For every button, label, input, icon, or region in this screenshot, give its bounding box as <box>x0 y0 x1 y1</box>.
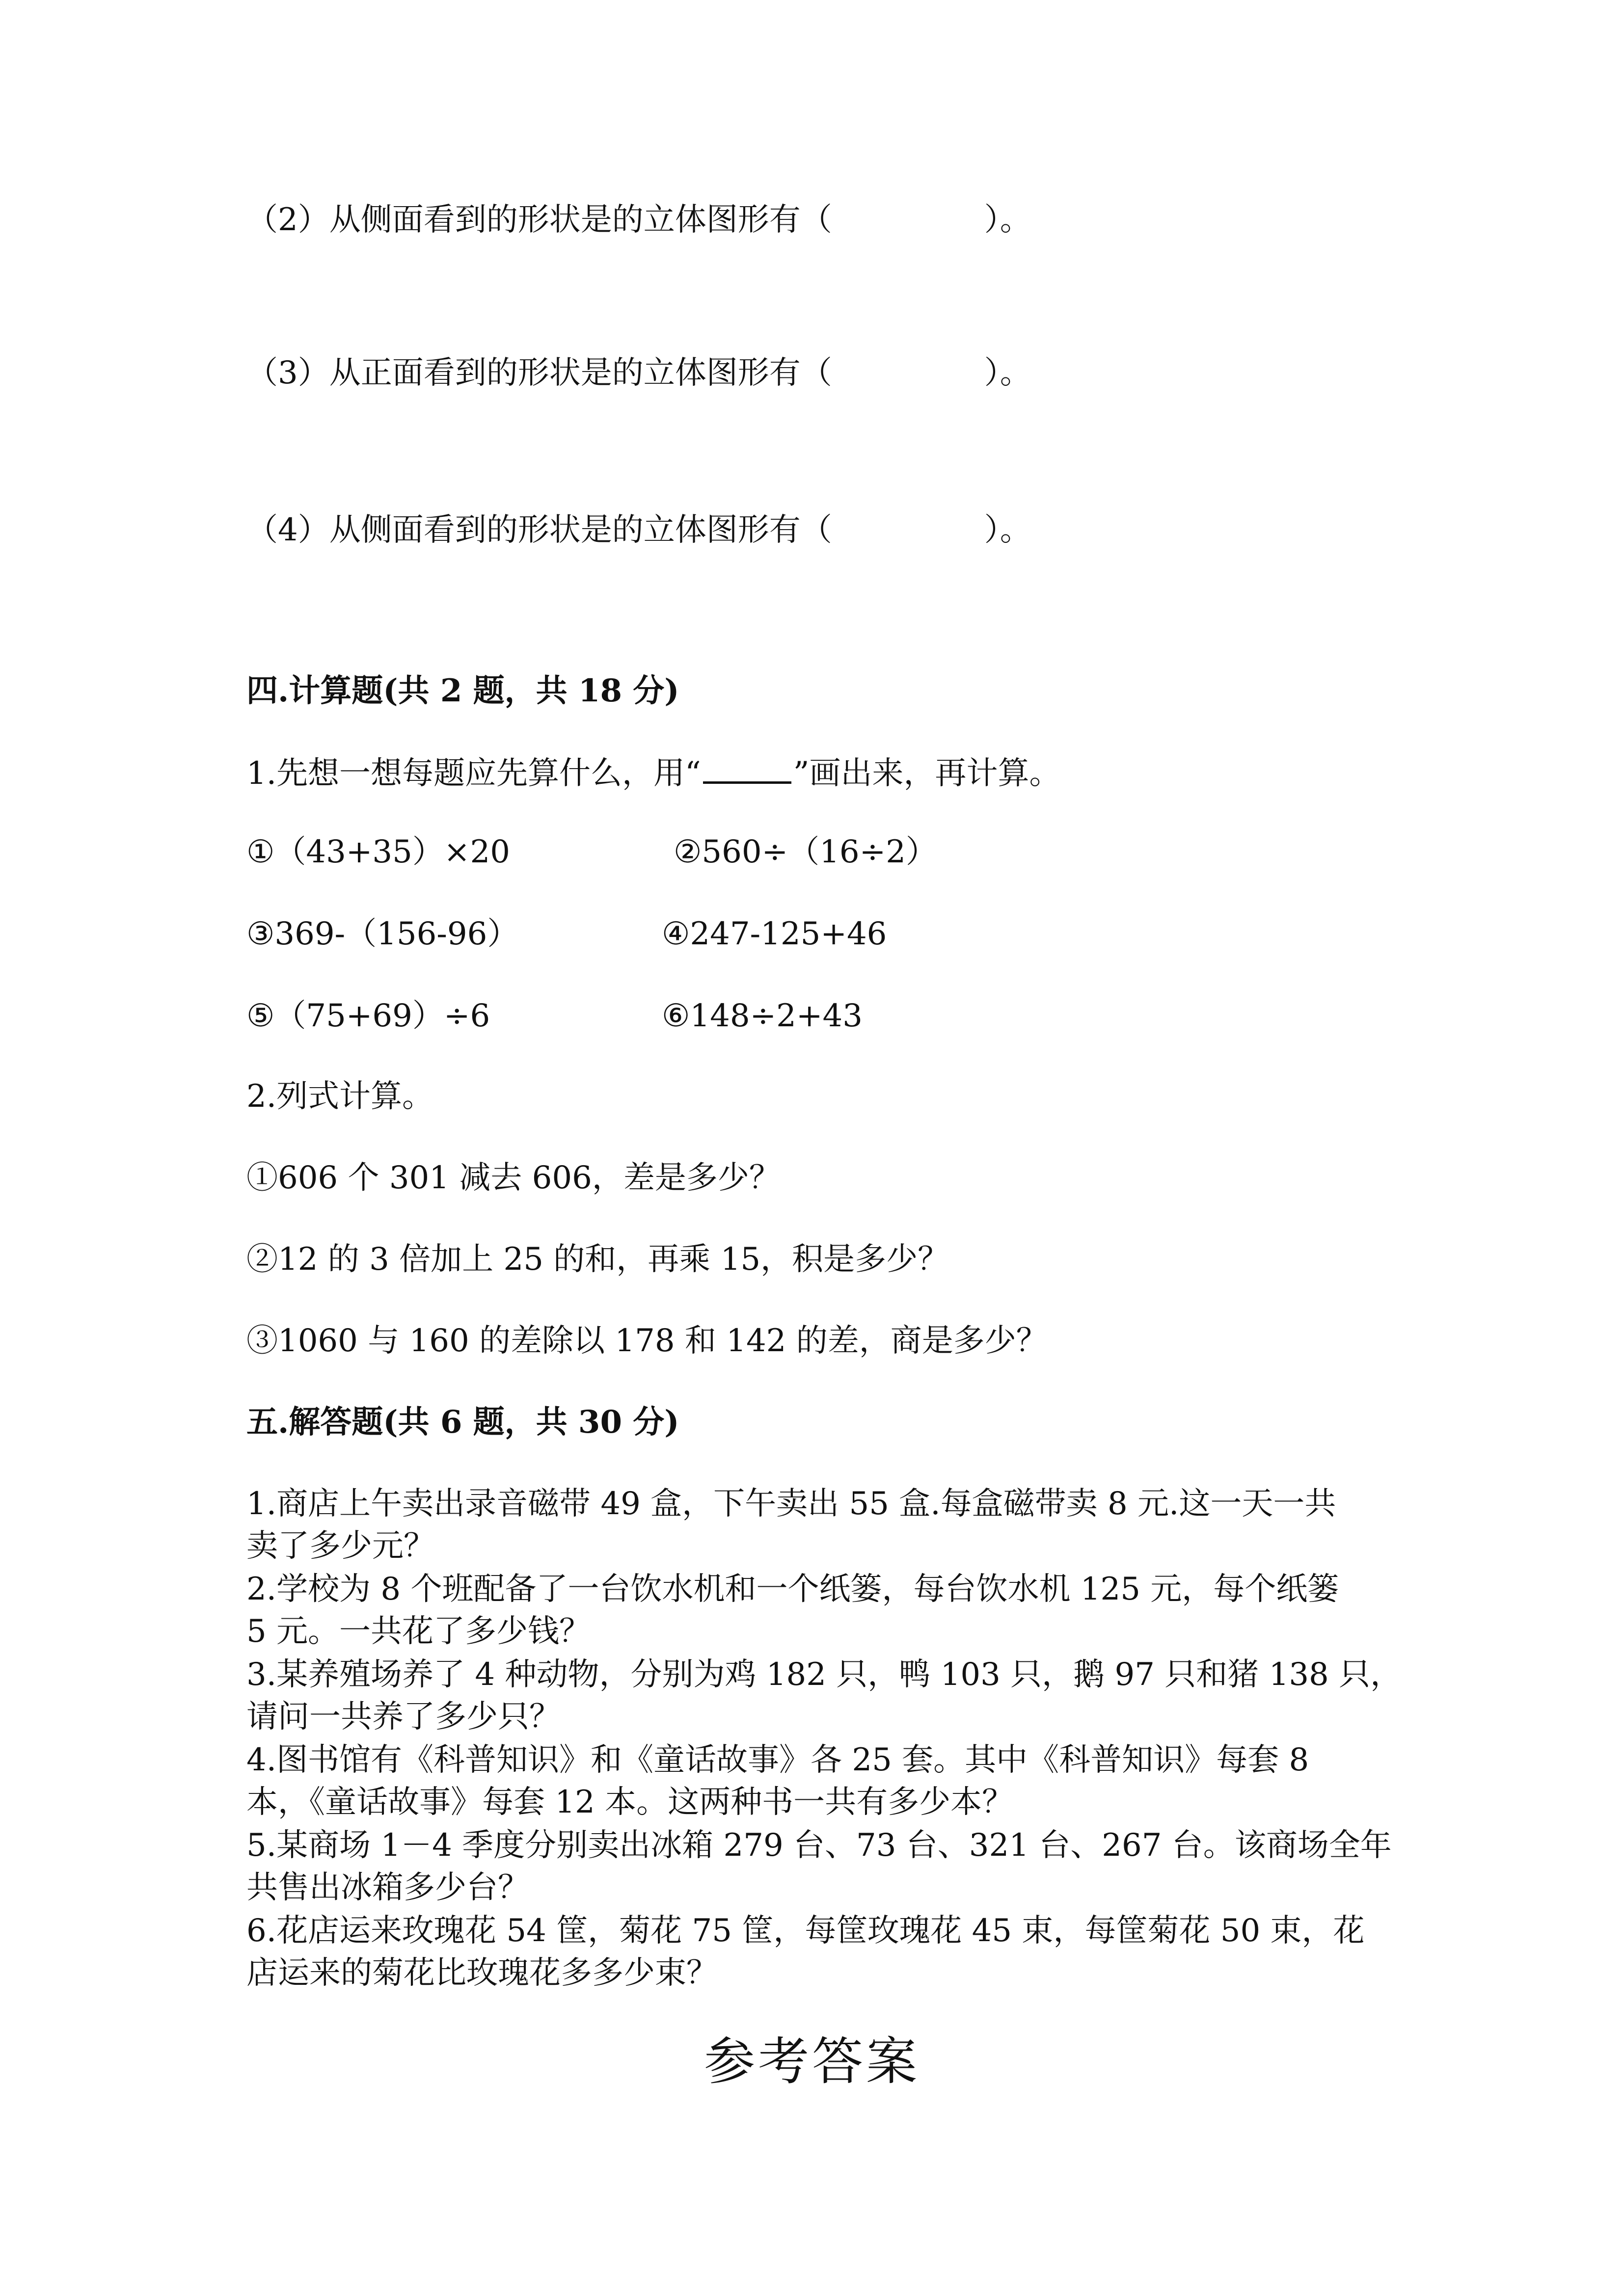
problem-3-line-2: 请问一共养了多少只？ <box>246 1699 561 1735</box>
problem-6-line-2: 店运来的菊花比玫瑰花多多少束？ <box>246 1955 718 1991</box>
question-part3-item-2 <box>246 196 1031 243</box>
question-text: 1.先想一想每题应先算什么，用“ <box>246 755 701 792</box>
calc-item-6: ⑥148÷2+43 <box>662 998 863 1034</box>
problem-1-line-2: 卖了多少元？ <box>246 1528 435 1564</box>
question-text-end: ）。 <box>984 355 1031 391</box>
question-text-end: ”画出来，再计算。 <box>793 755 1061 792</box>
section-4-heading: 四.计算题(共 2 题，共 18 分) <box>246 672 679 709</box>
question-part3-item-3 <box>246 349 1031 397</box>
section-5-heading: 五.解答题(共 6 题，共 30 分) <box>246 1404 679 1441</box>
answers-title: 参考答案 <box>704 2031 920 2091</box>
calc-item-5: ⑤（75+69）÷6 <box>246 998 490 1034</box>
calc-item-3: ③369-（156-96） <box>246 916 519 952</box>
problem-6-line-1: 6.花店运来玫瑰花 54 筐，菊花 75 筐，每筐玫瑰花 45 束，每筐菊花 50 束，花 <box>246 1913 1365 1949</box>
problem-1-line-1: 1.商店上午卖出录音磁带 49 盒，下午卖出 55 盒.每盒磁带卖 8 元.这一天一共 <box>246 1486 1336 1522</box>
calc-item-4: ④247-125+46 <box>662 916 887 952</box>
word-calc-item-3: ③1060 与 160 的差除以 178 和 142 的差，商是多少？ <box>246 1323 1048 1359</box>
calc-item-1: ①（43+35）×20 <box>246 834 510 870</box>
word-calc-item-1: ①606 个 301 减去 606，差是多少？ <box>246 1160 781 1196</box>
underline-mark <box>703 753 791 784</box>
problem-5-line-1: 5.某商场 1－4 季度分别卖出冰箱 279 台、73 台、321 台、267 台。该商场全年 <box>246 1827 1392 1864</box>
problem-4-line-2: 本，《童话故事》每套 12 本。这两种书一共有多少本？ <box>246 1784 1014 1820</box>
problem-5-line-2: 共售出冰箱多少台？ <box>246 1869 529 1906</box>
question-text-end: ）。 <box>984 202 1031 238</box>
calc-item-2: ②560÷（16÷2） <box>674 834 937 870</box>
word-calc-item-2: ②12 的 3 倍加上 25 的和，再乘 15，积是多少？ <box>246 1241 949 1278</box>
problem-3-line-1: 3.某养殖场养了 4 种动物，分别为鸡 182 只，鸭 103 只，鹅 97 只和猪 138 只， <box>246 1656 1402 1693</box>
question-text: （4）从侧面看到的形状是的立体图形有（ <box>246 512 832 548</box>
section-4-question-1 <box>246 750 1061 797</box>
question-text: （3）从正面看到的形状是的立体图形有（ <box>246 355 832 391</box>
question-part3-item-4 <box>246 507 1031 554</box>
question-text-end: ）。 <box>984 512 1031 548</box>
problem-2-line-2: 5 元。一共花了多少钱？ <box>246 1613 591 1650</box>
section-4-question-2: 2.列式计算。 <box>246 1078 434 1115</box>
question-text: （2）从侧面看到的形状是的立体图形有（ <box>246 202 832 238</box>
problem-2-line-1: 2.学校为 8 个班配备了一台饮水机和一个纸篓，每台饮水机 125 元，每个纸篓 <box>246 1571 1339 1607</box>
problem-4-line-1: 4.图书馆有《科普知识》和《童话故事》各 25 套。其中《科普知识》每套 8 <box>246 1742 1309 1778</box>
